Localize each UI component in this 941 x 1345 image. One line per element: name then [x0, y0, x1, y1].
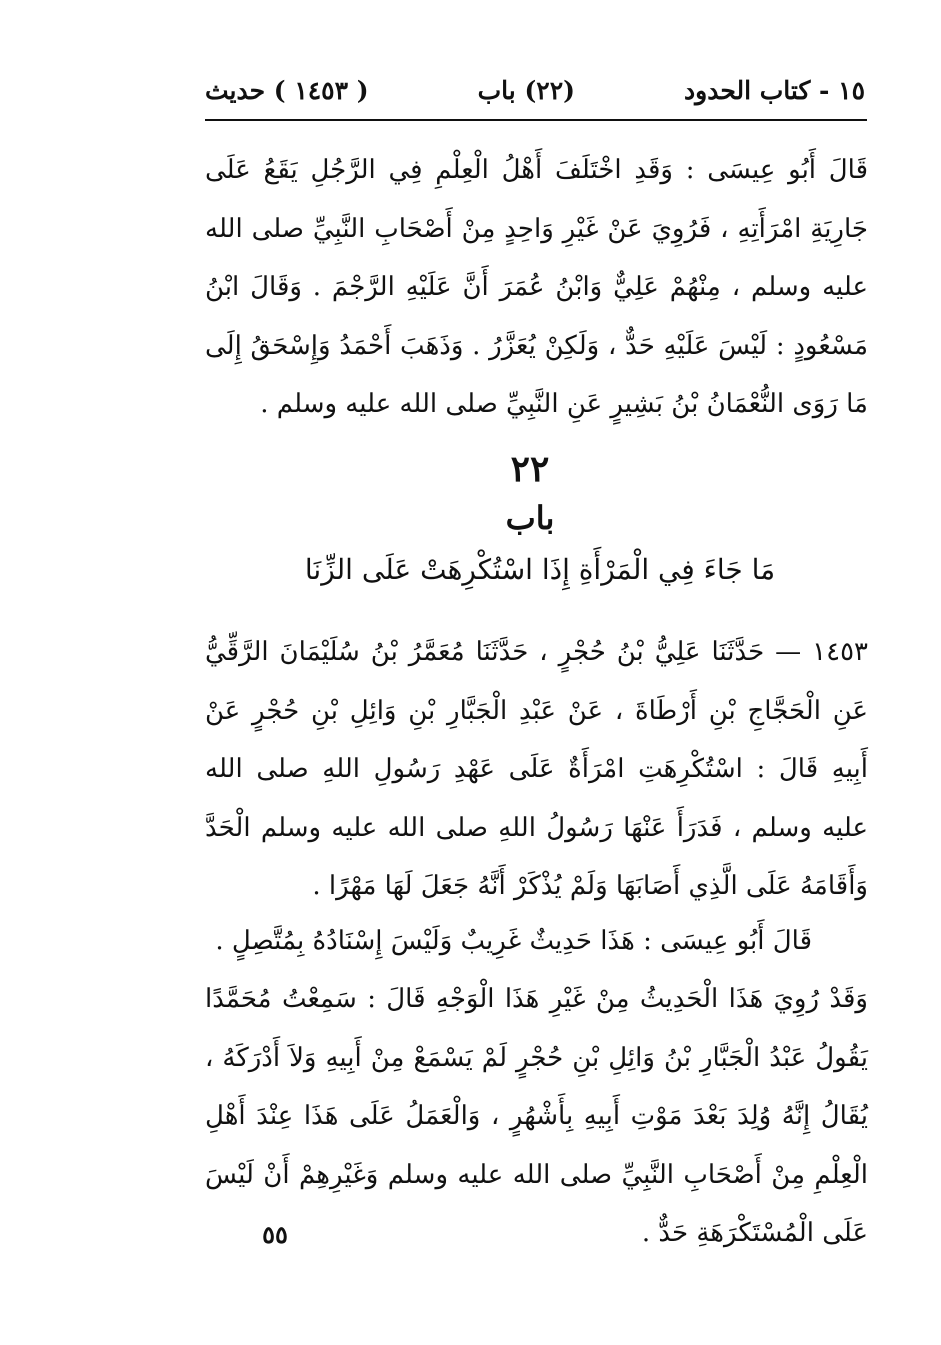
page-number: ٥٥ — [262, 1220, 288, 1249]
paragraph-narration-note: وَقَدْ رُوِيَ هَذَا الْحَدِيثُ مِنْ غَيْرِ هَذَا الْوَجْهِ قَالَ : سَمِعْتُ مُحَمَّدًا يَقُولُ عَبْدُ الْجَبَّارِ بْنُ وَائِلِ بْنِ حُجْرٍ لَمْ يَسْمَعْ مِنْ أَبِيهِ وَلاَ أَدْرَكَهُ ، يُقَالُ إِنَّهُ وُلِدَ بَعْدَ مَوْتِ أَبِيهِ بِأَشْهُرٍ ، وَالْعَمَلُ عَلَى هَذَا عِنْدَ أَهْلِ الْعِلْمِ مِنْ أَصْحَابِ النَّبِيِّ صلى الله عليه وسلم وَغَيْرِهِمْ أَنْ لَيْسَ عَلَى الْمُسْتَكْرَهَةِ حَدٌّ . — [205, 984, 868, 1248]
header-chapter: (٢٢) باب — [477, 75, 575, 105]
paragraph-abu-isa-commentary: قَالَ أَبُو عِيسَى : وَقَدِ اخْتَلَفَ أَهْلُ الْعِلْمِ فِي الرَّجُلِ يَقَعُ عَلَى جَارِيَةِ امْرَأَتِهِ ، فَرُوِيَ عَنْ غَيْرِ وَاحِدٍ مِنْ أَصْحَابِ النَّبِيِّ صلى الله عليه وسلم ، مِنْهُمْ عَلِيٌّ وَابْنُ عُمَرَ أَنَّ عَلَيْهِ الرَّجْمَ . وَقَالَ ابْنُ مَسْعُودٍ : لَيْسَ عَلَيْهِ حَدٌّ ، وَلَكِنْ يُعَزَّرُ . وَذَهَبَ أَحْمَدُ وَإِسْحَقُ إِلَى مَا رَوَى النُّعْمَانُ بْنُ بَشِيرٍ عَنِ النَّبِيِّ صلى الله عليه وسلم . — [205, 155, 868, 419]
hadith-text: ١٤٥٣ — حَدَّثَنَا عَلِيُّ بْنُ حُجْرٍ ، حَدَّثَنَا مُعَمَّرُ بْنُ سُلَيْمَانَ الرَّقِّيُّ عَنِ الْحَجَّاجِ بْنِ أَرْطَاةَ ، عَنْ عَبْدِ الْجَبَّارِ بْنِ وَائِلِ بْنِ حُجْرٍ عَنْ أَبِيهِ قَالَ : اسْتُكْرِهَتِ امْرَأَةٌ عَلَى عَهْدِ رَسُولِ اللهِ صلى الله عليه وسلم ، فَدَرَأَ عَنْهَا رَسُولُ اللهِ صلى الله عليه وسلم الْحَدَّ وَأَقَامَهُ عَلَى الَّذِي أَصَابَهَا وَلَمْ يُذْكَرْ أَنَّهُ جَعَلَ لَهَا مَهْرًا . — [205, 637, 868, 901]
header-rule — [205, 119, 867, 121]
chapter-title: مَا جَاءَ فِي الْمَرْأَةِ إِذَا اسْتُكْرِهَتْ عَلَى الزِّنَا — [304, 553, 776, 586]
paragraph-grading: قَالَ أَبُو عِيسَى : هَذَا حَدِيثٌ غَرِيبٌ وَلَيْسَ إِسْنَادُهُ بِمُتَّصِلٍ . — [215, 926, 812, 956]
header-book-title: ١٥ - كتاب الحدود — [684, 75, 865, 105]
chapter-heading: باب — [505, 499, 555, 537]
chapter-number: ٢٢ — [510, 448, 550, 490]
running-header — [205, 72, 865, 108]
header-hadith-number: ( ١٤٥٣ ) حديث — [205, 75, 369, 105]
